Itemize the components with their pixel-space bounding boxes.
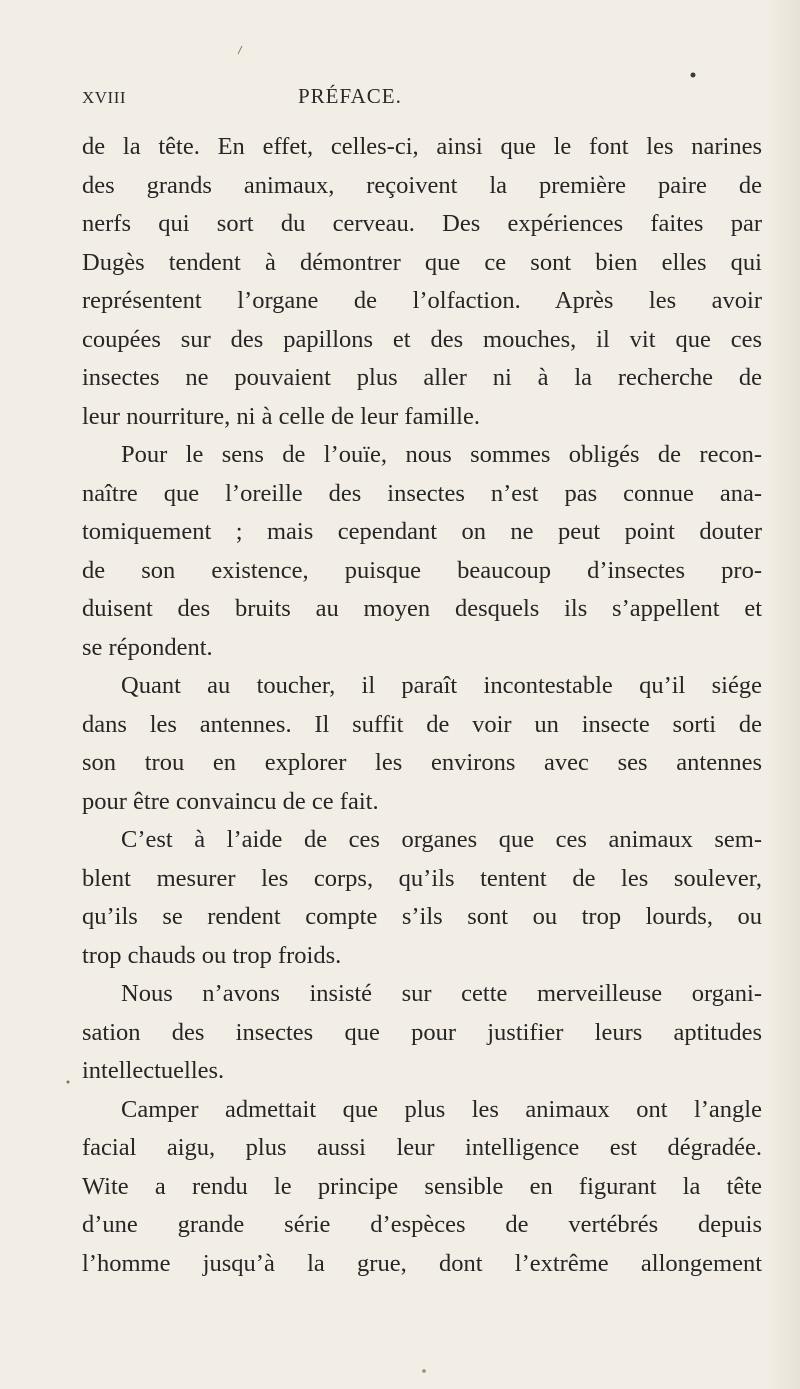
text-line: naître que l’oreille des insectes n’est pas connue ana- (82, 479, 762, 507)
text-line: son trou en explorer les environs avec ses antennes (82, 749, 762, 776)
text-line: Nous n’avons insisté sur cette merveilleuse organi- (121, 980, 762, 1007)
text-line: dans les antennes. Il suffit de voir un insecte sorti de (82, 710, 762, 738)
body-text (82, 128, 762, 1283)
text-line: Pour le sens de l’ouïe, nous sommes obligés de recon- (121, 441, 762, 468)
text-line: de son existence, puisque beaucoup d’insectes pro- (82, 556, 762, 584)
text-line: l’homme jusqu’à la grue, dont l’extrême allongement (82, 1249, 762, 1277)
text-line: qu’ils se rendent compte s’ils sont ou trop lourds, ou (82, 903, 762, 930)
page-number: XVIII (82, 88, 127, 107)
text-line: coupées sur des papillons et des mouches, il vit que ces (82, 325, 762, 353)
text-line: des grands animaux, reçoivent la première paire de (82, 171, 762, 199)
text-line: représentent l’organe de l’olfaction. Après les avoir (82, 287, 762, 314)
text-line: pour être convaincu de ce fait. (82, 787, 379, 815)
text-line: blent mesurer les corps, qu’ils tentent de les soulever, (82, 864, 762, 892)
running-head (82, 84, 732, 114)
text-line: Wite a rendu le principe sensible en figurant la tête (82, 1172, 762, 1200)
text-line: leur nourriture, ni à celle de leur famille. (82, 402, 480, 430)
text-line: insectes ne pouvaient plus aller ni à la recherche de (82, 364, 762, 391)
ink-speck (691, 73, 696, 78)
ink-speck (422, 1369, 426, 1373)
text-line: nerfs qui sort du cerveau. Des expériences faites par (82, 210, 762, 237)
ink-speck (67, 1081, 70, 1084)
text-line: sation des insectes que pour justifier leurs aptitudes (82, 1018, 762, 1046)
text-line: intellectuelles. (82, 1057, 225, 1084)
ink-mark (238, 46, 242, 54)
text-line: trop chauds ou trop froids. (82, 941, 342, 969)
text-line: Dugès tendent à démontrer que ce sont bien elles qui (82, 248, 762, 276)
running-title: PRÉFACE. (298, 84, 402, 108)
text-line: facial aigu, plus aussi leur intelligence est dégradée. (82, 1134, 762, 1161)
text-line: se répondent. (82, 633, 213, 661)
text-line: Quant au toucher, il paraît incontestable qu’il siége (121, 672, 762, 699)
text-line: d’une grande série d’espèces de vertébrés depuis (82, 1211, 762, 1238)
text-line: tomiquement ; mais cependant on ne peut point douter (82, 518, 762, 545)
text-line: Camper admettait que plus les animaux ont l’angle (121, 1095, 762, 1123)
text-line: C’est à l’aide de ces organes que ces animaux sem- (121, 826, 762, 853)
text-line: duisent des bruits au moyen desquels ils s’appellent et (82, 595, 762, 622)
text-line: de la tête. En effet, celles-ci, ainsi que le font les narines (82, 133, 762, 160)
